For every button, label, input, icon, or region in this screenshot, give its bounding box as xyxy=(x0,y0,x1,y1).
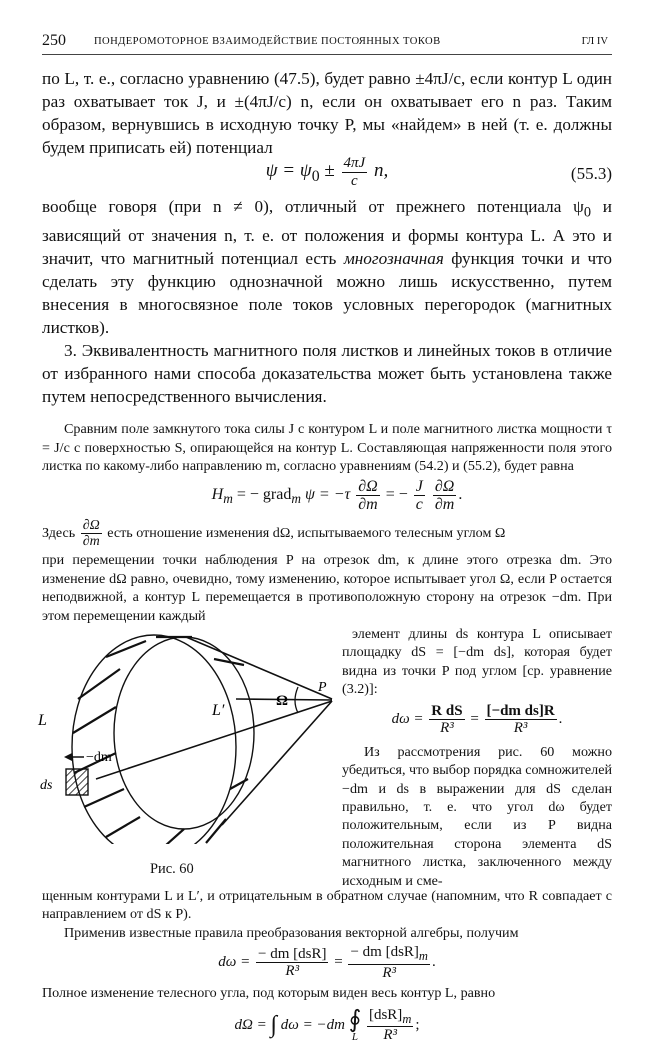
label-dm: −dm xyxy=(86,750,112,766)
eqH-f2-num: J xyxy=(415,477,423,495)
s2-fraction xyxy=(81,518,102,550)
right-column xyxy=(342,625,612,890)
paragraph-contours: щенным контурами L и L′, и отрицательным в обратном случае (напомним, что R совпадает с направлением от dS к P). xyxy=(42,888,612,923)
paragraph-intro: по L, т. е., согласно уравнению (47.5), будет равно ±4πJ/c, если контур L один раз охватывает ток J, и ±(4πJ/c) n, если он охватывает его n раз. Таким образом, вернувшись в исходную точку P, мы «найдем» в ней (т. е. должны будем приписать ей) потенциал xyxy=(42,69,612,157)
eq553-lhs: ψ = ψ xyxy=(265,160,312,182)
eqdw2-f1-num: − dm [dsR] xyxy=(258,945,327,962)
paragraph-figure-check: Из рассмотрения рис. 60 можно убедиться, что выбор порядка сомножителей −dm и ds в выражении для dS сделан правильно, т. е. что угол dω будет положительным, если из P видна положительная сторона элемента dS магнитного листка, заключенного между исходным и сме- xyxy=(342,743,612,889)
eqH-grad: = − grad xyxy=(232,486,292,504)
eqdw2-f2-num: − dm [dsR] xyxy=(350,944,419,961)
paragraph-total-change: Полное изменение телесного угла, под которым виден весь контур L, равно xyxy=(42,985,496,1002)
equation-dOmega xyxy=(42,1003,612,1057)
eqdw2-f2-den: R³ xyxy=(382,965,397,982)
p1b-sub: 0 xyxy=(583,204,592,221)
eqH-f3-num: ∂Ω xyxy=(434,477,455,495)
eqdw2-eq: = xyxy=(330,954,347,971)
eqdO-f-sub: m xyxy=(402,1011,412,1026)
eqH-psi: ψ = −τ xyxy=(300,486,351,504)
eqdw-f2-num: [−dm ds]R xyxy=(486,702,555,719)
paragraph-element: элемент длины ds контура L описывает площадку dS = [−dm ds], которая будет видна из точки P под углом [ср. уравнение (3.2)]: xyxy=(342,626,612,698)
s2-frac-num: ∂Ω xyxy=(82,517,100,533)
eqH-sub: m xyxy=(223,491,233,507)
eqH-lhs: H xyxy=(211,486,224,504)
eqH-end: . xyxy=(458,486,463,504)
eqdw2-f1-den: R³ xyxy=(285,963,300,980)
paragraph-vector-rules: Применив известные правила преобразования векторной алгебры, получим xyxy=(64,924,519,941)
p1b-part2: и зависящий от значения n, т. е. от положения и формы контура L. А это и значит, что магнитный потенциал есть xyxy=(42,197,612,269)
chapter-label: ГЛ IV xyxy=(581,36,608,47)
eqdO-f-den: R³ xyxy=(383,1027,397,1044)
eq553-sub: 0 xyxy=(311,168,320,186)
label-Lprime: L′ xyxy=(212,702,225,720)
eqH-f2-den: c xyxy=(415,496,423,514)
paragraph-multivalued xyxy=(42,195,612,339)
paragraph-compare: Сравним поле замкнутого тока силы J с контуром L и поле магнитного листка мощности τ = J/c с поверхностью S, опирающейся на контур L. Составляющая напряженности поля этого листка по какому-либо направлению m, согласно уравнениям (54.2) и (55.2), будет равна xyxy=(42,421,612,475)
eq553-pm: ± xyxy=(324,160,335,182)
eqdw-f2-den: R³ xyxy=(513,720,528,737)
label-P: P xyxy=(318,680,327,696)
eqdw-f1-den: R³ xyxy=(440,720,454,737)
contour-integral xyxy=(349,1008,362,1043)
eqdw-end: . xyxy=(558,711,563,728)
p1b-part3: функция точки и что сделать эту функцию однозначной можно лишь искусственно, путем внесения в многосвязное поле токов условных перегородок (магнитных листков). xyxy=(42,249,612,338)
eqdO-mid: dω = −dm xyxy=(277,1016,345,1033)
eqdw-lhs: dω = xyxy=(391,711,424,728)
eqdO-end: ; xyxy=(415,1016,420,1033)
eqH-f1-den: ∂m xyxy=(358,496,378,514)
equation-number: (55.3) xyxy=(570,164,612,183)
eqdw2-end: . xyxy=(431,954,436,971)
eqdw2-fraction-2 xyxy=(348,944,430,981)
s2-rest: есть отношение изменения dΩ, испытываемого телесным углом Ω xyxy=(107,524,506,541)
figure-caption: Рис. 60 xyxy=(150,861,194,878)
paragraph-displacement: при перемещении точки наблюдения P на отрезок dm, к длине этого отрезка dm. Это изменение dΩ равно, очевидно, тому изменению, которое испытывает угол Ω, если P остается неподвижной, а контур L перемещается в противоположную сторону на отрезок −dm. При этом перемещении каждый xyxy=(42,552,612,624)
integral-sign: ∫ xyxy=(270,1011,278,1038)
eqdw-eq: = xyxy=(466,711,483,728)
eqH-fraction-1 xyxy=(356,478,379,514)
oint-sub: L xyxy=(351,1030,359,1043)
paragraph-here xyxy=(42,518,612,550)
eqH-f1-num: ∂Ω xyxy=(358,477,378,495)
eqdw2-fraction-1 xyxy=(256,946,328,980)
eqdw2-f2-sub: m xyxy=(418,949,428,964)
eqH-f3-den: ∂m xyxy=(434,496,455,514)
eq553-den: c xyxy=(351,172,358,189)
eqH-eq2: = − xyxy=(381,486,408,504)
equation-Hm xyxy=(62,476,612,520)
page xyxy=(38,32,612,1057)
eqdO-lhs: dΩ = xyxy=(234,1016,271,1033)
contour-L-ellipse xyxy=(72,635,236,844)
eqdw-f1-num: R dS xyxy=(431,702,463,719)
s2-frac-den: ∂m xyxy=(82,534,100,550)
eq553-tail: n, xyxy=(373,160,389,182)
p1b-part1: вообще говоря (при n ≠ 0), отличный от прежнего потенциала ψ xyxy=(42,197,584,216)
equation-domega xyxy=(342,699,612,743)
eqH-grad-sub: m xyxy=(291,491,301,507)
label-L: L xyxy=(38,712,47,730)
eqdO-fraction xyxy=(367,1007,413,1044)
figure-60-drawing xyxy=(36,629,336,844)
figure-block xyxy=(38,625,612,889)
eqH-fraction-3 xyxy=(433,478,456,514)
eqH-fraction-2 xyxy=(414,478,425,514)
label-omega: Ω xyxy=(276,693,289,710)
oint-sign: ∮ xyxy=(348,1006,362,1033)
eq553-fraction xyxy=(342,155,368,189)
running-header xyxy=(42,32,612,55)
eqdO-f-num: [dsR] xyxy=(368,1006,403,1023)
running-title: ПОНДЕРОМОТОРНОЕ ВЗАИМОДЕЙСТВИЕ ПОСТОЯННЫХ ТОКОВ xyxy=(94,36,441,47)
p1b-italic: многозначная xyxy=(343,249,444,269)
ds-element xyxy=(66,769,88,795)
page-number: 250 xyxy=(42,32,66,49)
eqdw-fraction-1 xyxy=(429,703,464,737)
paragraph-equivalence: 3. Эквивалентность магнитного поля листков и линейных токов в отличие от избранного нами способа доказательства может быть установлена также путем непосредственного вычисления. xyxy=(42,341,612,407)
eqdw-fraction-2 xyxy=(485,703,557,737)
eq553-num: 4πJ xyxy=(343,155,366,171)
s2-here: Здесь xyxy=(42,524,76,541)
eqdw2-lhs: dω = xyxy=(218,954,251,971)
equation-domega-2 xyxy=(42,942,612,984)
label-ds: ds xyxy=(40,778,53,794)
equation-55-3 xyxy=(42,151,612,197)
